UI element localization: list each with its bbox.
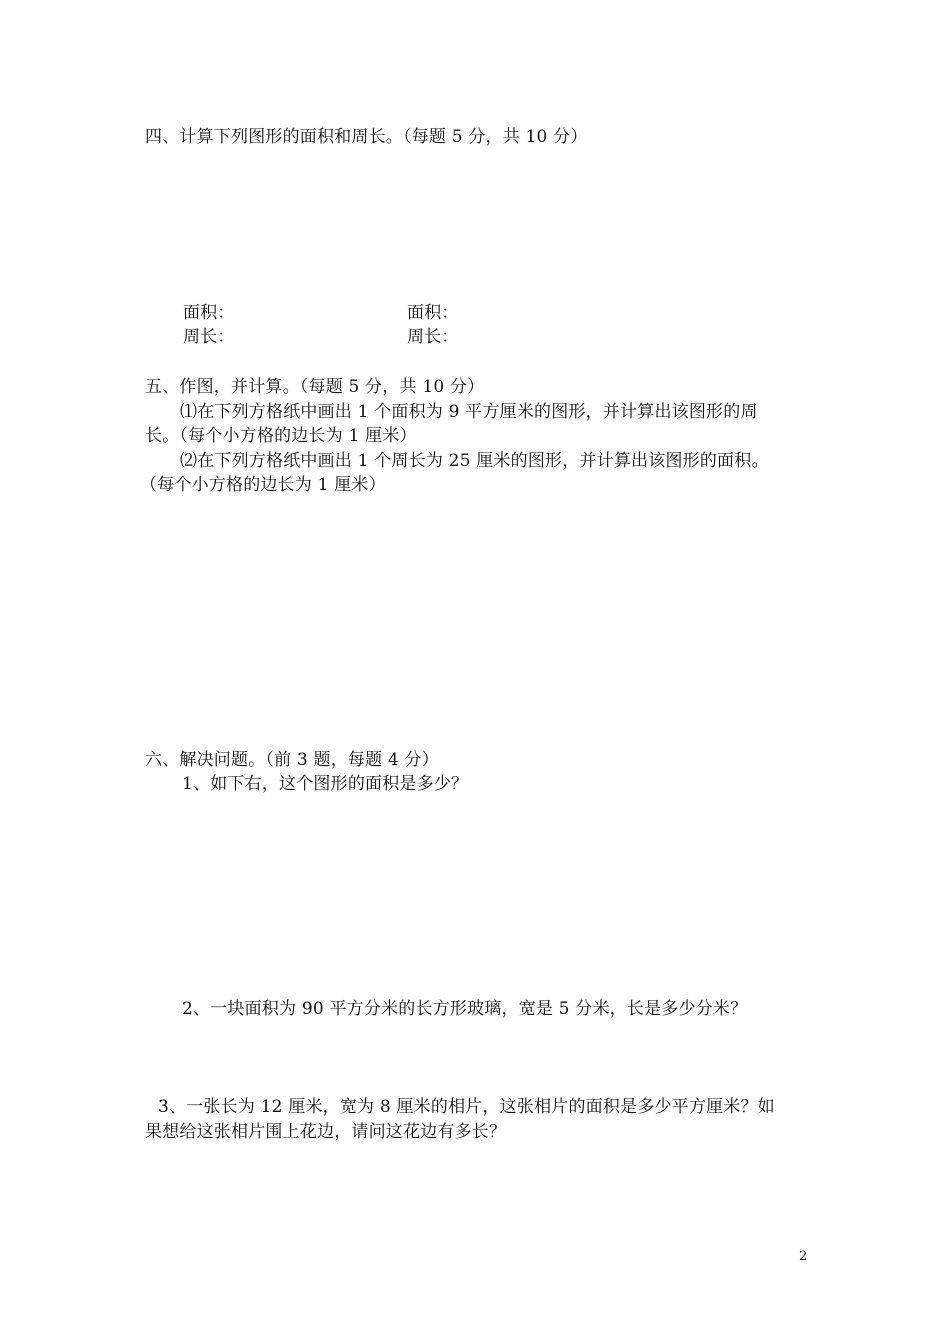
page-number: 2 [799,1249,808,1264]
right-area-label: 面积： [407,303,459,323]
section5-question2-line2: （每个小方格的边长为 1 厘米） [140,475,386,495]
left-area-label: 面积： [183,303,235,323]
left-perimeter-label: 周长： [183,327,235,347]
section6-question3-line2: 果想给这张相片围上花边，请问这花边有多长？ [145,1122,507,1142]
section4-heading: 四、计算下列图形的面积和周长。（每题 5 分，共 10 分） [145,127,588,147]
section6-question2: 2、一块面积为 90 平方分米的长方形玻璃，宽是 5 分米，长是多少分米？ [182,999,748,1019]
section5-question1-line2: 长。（每个小方格的边长为 1 厘米） [145,426,417,446]
section6-heading: 六、解决问题。（前 3 题，每题 4 分） [145,750,439,770]
section5-heading: 五、作图，并计算。（每题 5 分，共 10 分） [145,377,485,397]
section5-question2-line1: ⑵在下列方格纸中画出 1 个周长为 25 厘米的图形，并计算出该图形的面积。 [180,451,769,471]
right-perimeter-label: 周长： [407,327,459,347]
section6-question3-line1: 3、一张长为 12 厘米，宽为 8 厘米的相片，这张相片的面积是多少平方厘米？如 [158,1097,775,1117]
section6-question1: 1、如下右，这个图形的面积是多少？ [182,774,469,794]
section5-question1-line1: ⑴在下列方格纸中画出 1 个面积为 9 平方厘米的图形，并计算出该图形的周 [180,402,758,422]
